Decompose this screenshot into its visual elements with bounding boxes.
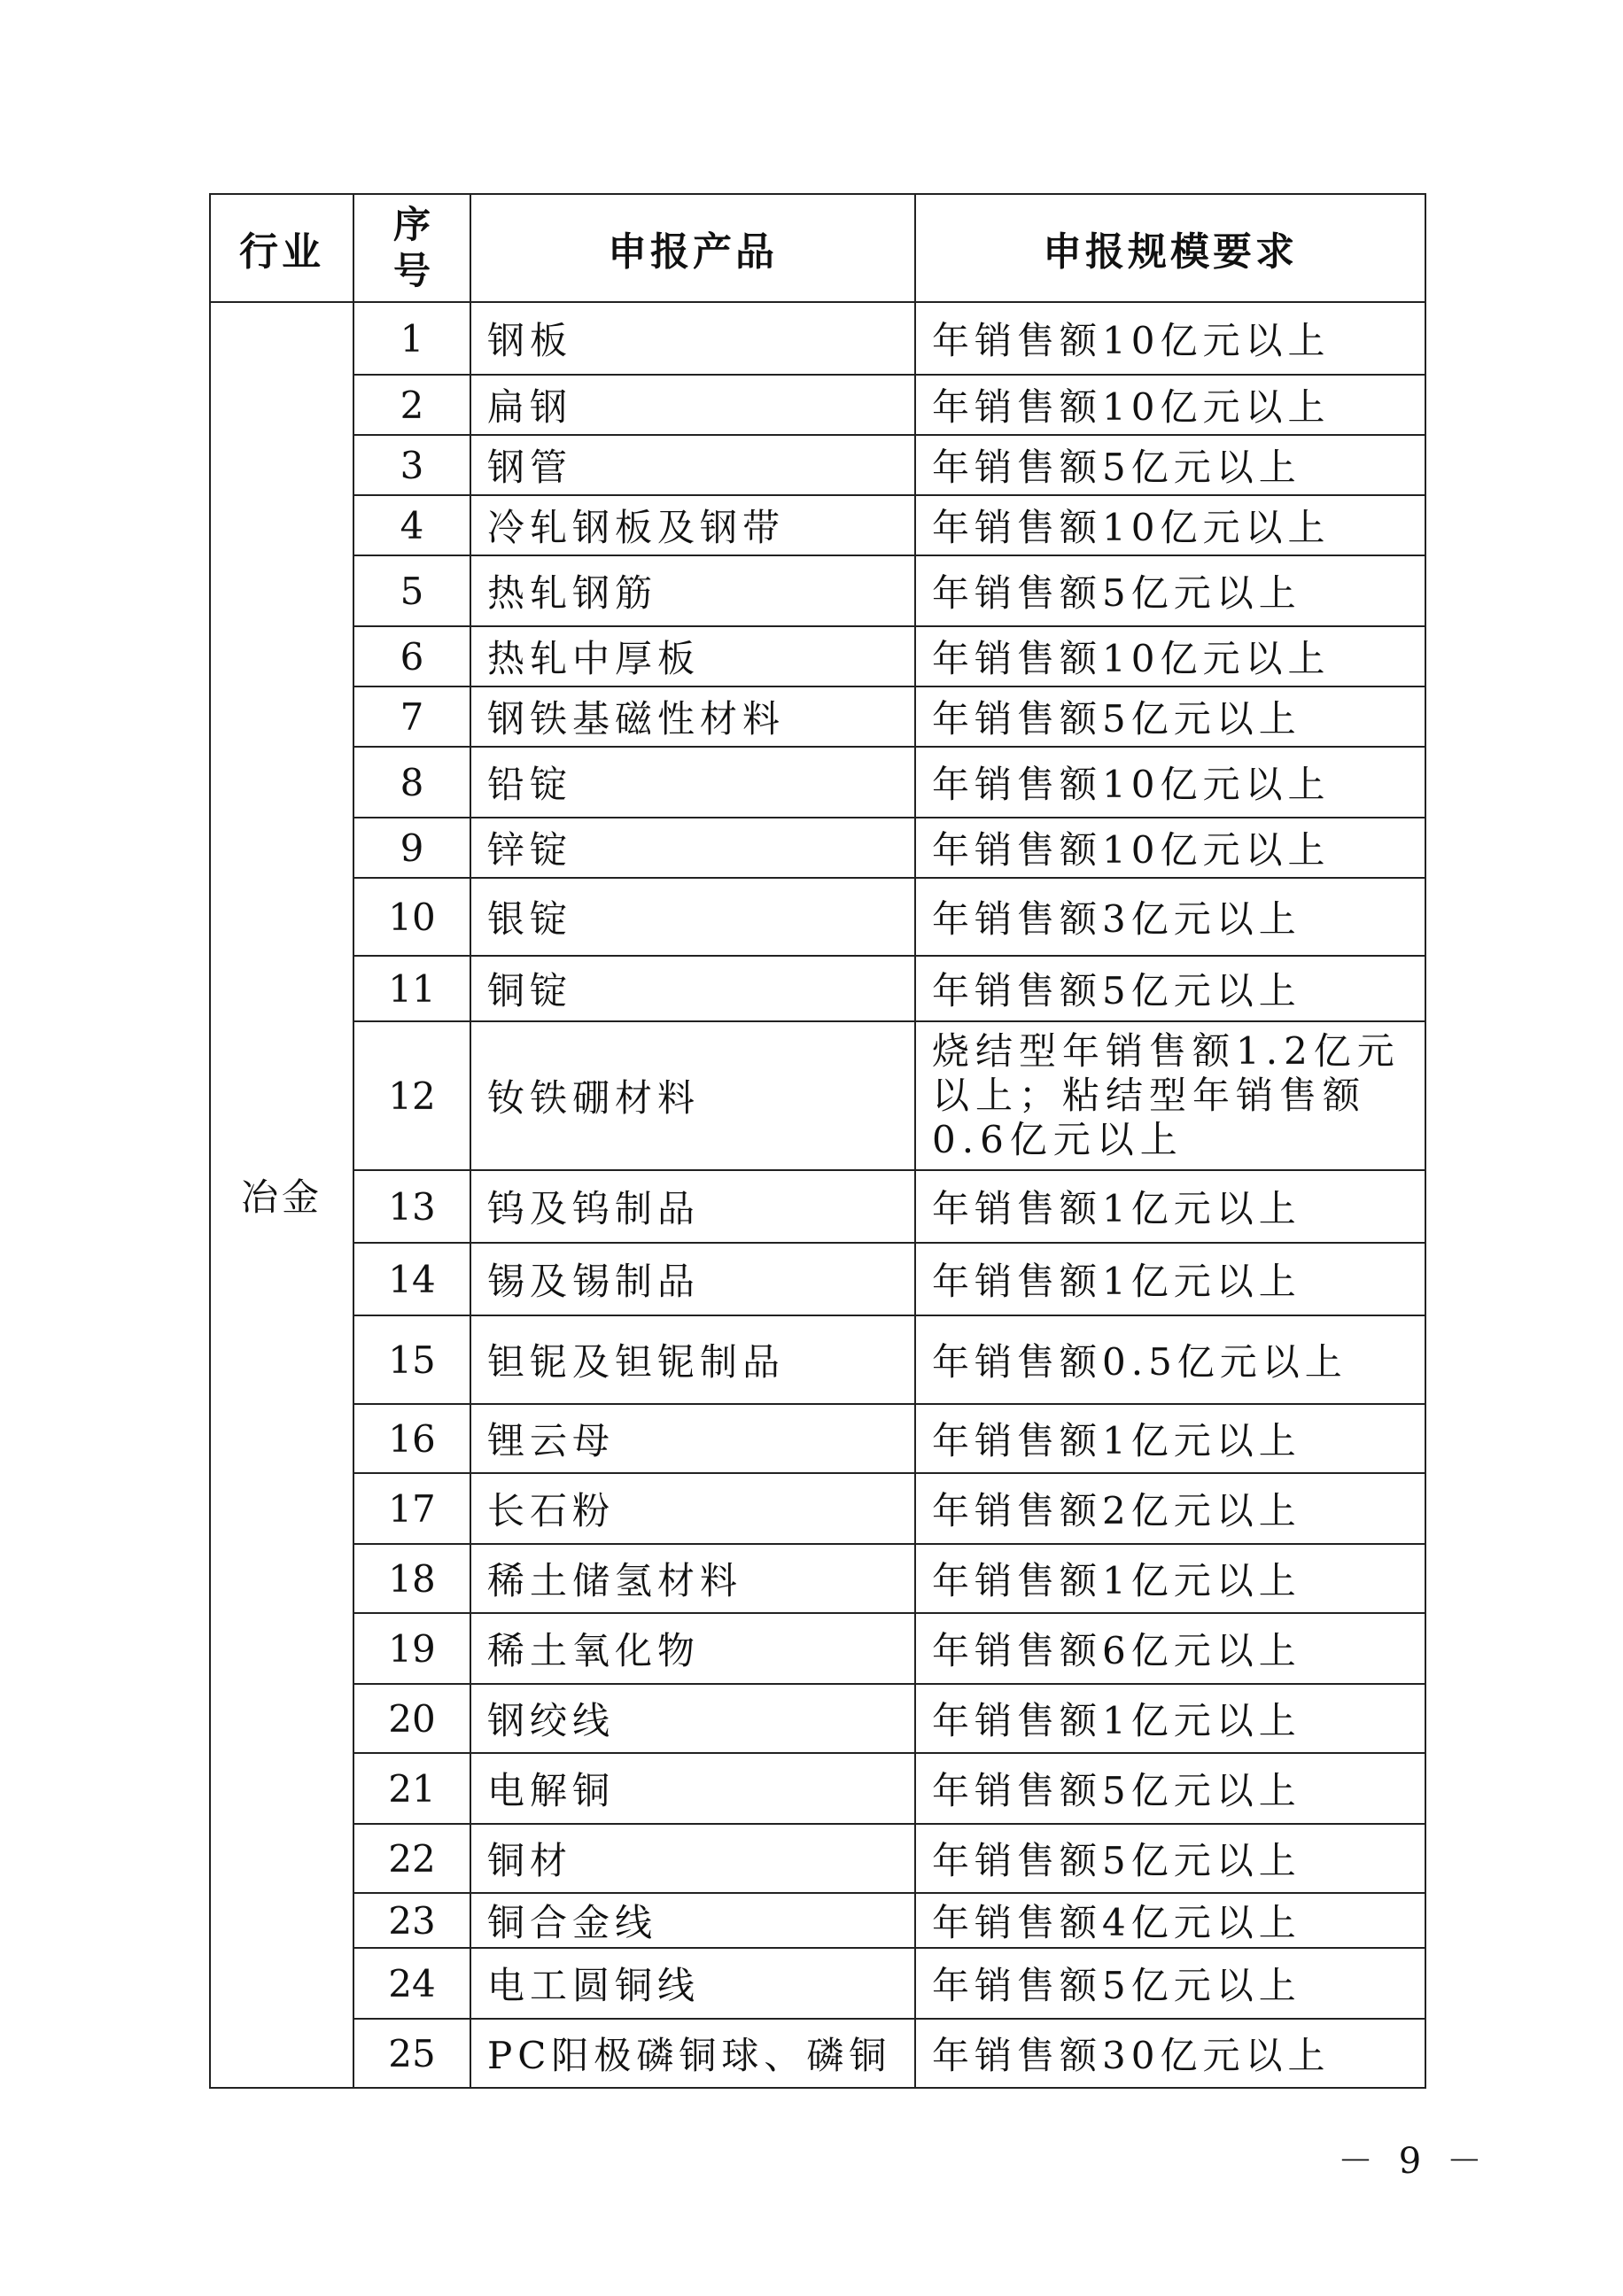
row-number: 6 (353, 626, 470, 686)
table-row (210, 1613, 1425, 1684)
requirement-cell: 年销售额3亿元以上 (915, 878, 1425, 956)
requirement-cell: 年销售额10亿元以上 (915, 747, 1425, 818)
product-cell: 锡及锡制品 (470, 1243, 915, 1315)
table-row (210, 302, 1425, 375)
requirement-cell: 年销售额1亿元以上 (915, 1170, 1425, 1243)
requirement-line: 烧结型年销售额1.2亿元 (932, 1029, 1401, 1073)
product-cell: 锂云母 (470, 1404, 915, 1473)
table-row (210, 435, 1425, 495)
product-cell: PC阳极磷铜球、磷铜 (470, 2019, 915, 2088)
requirement-cell: 年销售额2亿元以上 (915, 1473, 1425, 1544)
requirement-cell: 年销售额5亿元以上 (915, 956, 1425, 1021)
table-row (210, 1824, 1425, 1893)
row-number: 24 (353, 1948, 470, 2019)
row-number: 3 (353, 435, 470, 495)
requirement-cell: 年销售额5亿元以上 (915, 1824, 1425, 1893)
row-number: 7 (353, 686, 470, 747)
requirement-cell: 年销售额6亿元以上 (915, 1613, 1425, 1684)
header-row (210, 194, 1425, 302)
requirement-cell: 年销售额1亿元以上 (915, 1544, 1425, 1613)
header-industry: 行业 (210, 194, 353, 302)
table-row (210, 956, 1425, 1021)
product-cell: 钽铌及钽铌制品 (470, 1315, 915, 1404)
requirement-line: 0.6亿元以上 (932, 1118, 1184, 1161)
table-row (210, 818, 1425, 878)
row-number: 8 (353, 747, 470, 818)
product-cell: 钢绞线 (470, 1684, 915, 1753)
row-number: 23 (353, 1893, 470, 1948)
table-row (210, 375, 1425, 435)
table-row (210, 2019, 1425, 2088)
requirement-cell: 年销售额5亿元以上 (915, 435, 1425, 495)
header-seq-line-1: 序 (392, 203, 431, 246)
product-cell: 冷轧钢板及钢带 (470, 495, 915, 555)
industry-cell: 冶金 (210, 302, 353, 2088)
product-table (209, 193, 1426, 2089)
requirement-cell: 年销售额10亿元以上 (915, 495, 1425, 555)
table-row (210, 1893, 1425, 1948)
row-number: 18 (353, 1544, 470, 1613)
row-number: 13 (353, 1170, 470, 1243)
table-row (210, 1404, 1425, 1473)
requirement-cell: 年销售额1亿元以上 (915, 1684, 1425, 1753)
product-cell: 铜锭 (470, 956, 915, 1021)
row-number: 1 (353, 302, 470, 375)
product-cell: 长石粉 (470, 1473, 915, 1544)
table-row (210, 555, 1425, 626)
table-row (210, 747, 1425, 818)
table-row (210, 1243, 1425, 1315)
row-number: 14 (353, 1243, 470, 1315)
product-cell: 铜材 (470, 1824, 915, 1893)
product-cell: 钨及钨制品 (470, 1170, 915, 1243)
requirement-cell (915, 1021, 1425, 1170)
product-cell: 锌锭 (470, 818, 915, 878)
table-row (210, 1544, 1425, 1613)
header-seq-line-2: 号 (392, 249, 431, 292)
row-number: 4 (353, 495, 470, 555)
row-number: 20 (353, 1684, 470, 1753)
table-row (210, 1753, 1425, 1824)
table-row (210, 626, 1425, 686)
row-number: 9 (353, 818, 470, 878)
header-product: 申报产品 (470, 194, 915, 302)
product-cell: 稀土储氢材料 (470, 1544, 915, 1613)
row-number: 5 (353, 555, 470, 626)
product-cell: 银锭 (470, 878, 915, 956)
requirement-cell: 年销售额1亿元以上 (915, 1404, 1425, 1473)
requirement-cell: 年销售额4亿元以上 (915, 1893, 1425, 1948)
product-cell: 铜合金线 (470, 1893, 915, 1948)
requirement-cell: 年销售额5亿元以上 (915, 1948, 1425, 2019)
row-number: 22 (353, 1824, 470, 1893)
product-cell: 钢管 (470, 435, 915, 495)
requirement-cell: 年销售额30亿元以上 (915, 2019, 1425, 2088)
requirement-cell: 年销售额10亿元以上 (915, 375, 1425, 435)
product-cell: 电解铜 (470, 1753, 915, 1824)
row-number: 17 (353, 1473, 470, 1544)
row-number: 15 (353, 1315, 470, 1404)
requirement-cell: 年销售额10亿元以上 (915, 818, 1425, 878)
requirement-cell: 年销售额5亿元以上 (915, 1753, 1425, 1824)
requirement-cell: 年销售额1亿元以上 (915, 1243, 1425, 1315)
row-number: 16 (353, 1404, 470, 1473)
row-number: 2 (353, 375, 470, 435)
row-number: 11 (353, 956, 470, 1021)
table-row (210, 1473, 1425, 1544)
product-cell: 热轧中厚板 (470, 626, 915, 686)
table-row (210, 878, 1425, 956)
requirement-cell: 年销售额0.5亿元以上 (915, 1315, 1425, 1404)
row-number: 12 (353, 1021, 470, 1170)
requirement-cell: 年销售额5亿元以上 (915, 555, 1425, 626)
row-number: 19 (353, 1613, 470, 1684)
requirement-line: 以上；粘结型年销售额 (932, 1074, 1367, 1117)
product-cell: 扁钢 (470, 375, 915, 435)
page-number: － 9 － (1338, 2141, 1489, 2182)
product-cell: 钕铁硼材料 (470, 1021, 915, 1170)
table-row (210, 1684, 1425, 1753)
product-cell: 钢板 (470, 302, 915, 375)
header-seq (353, 194, 470, 302)
table-row (210, 495, 1425, 555)
product-cell: 稀土氧化物 (470, 1613, 915, 1684)
table-row (210, 686, 1425, 747)
row-number: 25 (353, 2019, 470, 2088)
table-row (210, 1021, 1425, 1170)
product-cell: 热轧钢筋 (470, 555, 915, 626)
requirement-cell: 年销售额10亿元以上 (915, 626, 1425, 686)
table-row (210, 1948, 1425, 2019)
product-cell: 钢铁基磁性材料 (470, 686, 915, 747)
row-number: 21 (353, 1753, 470, 1824)
product-cell: 电工圆铜线 (470, 1948, 915, 2019)
product-cell: 铅锭 (470, 747, 915, 818)
table-row (210, 1170, 1425, 1243)
requirement-cell: 年销售额10亿元以上 (915, 302, 1425, 375)
header-requirement: 申报规模要求 (915, 194, 1425, 302)
row-number: 10 (353, 878, 470, 956)
table-row (210, 1315, 1425, 1404)
requirement-cell: 年销售额5亿元以上 (915, 686, 1425, 747)
